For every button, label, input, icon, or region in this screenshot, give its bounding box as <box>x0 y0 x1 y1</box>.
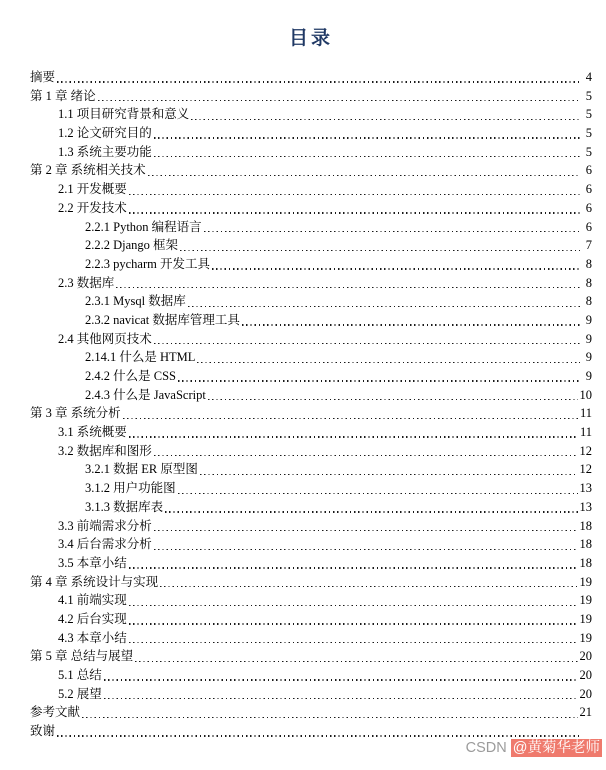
toc-entry-page: 10 <box>579 387 592 402</box>
toc-entry-label: 3.1 系统概要 <box>58 425 127 440</box>
toc-entry-label: 5.2 展望 <box>58 686 102 701</box>
toc-entry[interactable] <box>30 330 592 349</box>
watermark-handle: @黄菊华老师 <box>512 740 600 756</box>
toc-entry-page: 9 <box>585 350 592 365</box>
toc-entry-page: 8 <box>585 294 592 309</box>
toc-dot-leader <box>188 306 580 307</box>
toc-entry-label: 第 1 章 绪论 <box>30 88 96 103</box>
toc-dot-leader <box>178 380 580 381</box>
toc-dot-leader <box>57 81 580 82</box>
toc-entry[interactable] <box>30 666 592 685</box>
toc-entry-page: 9 <box>585 312 592 327</box>
toc-entry-label: 第 3 章 系统分析 <box>30 406 121 421</box>
toc-entry-page: 21 <box>579 705 592 720</box>
toc-entry[interactable] <box>30 460 592 479</box>
toc-entry-page: 11 <box>579 406 592 421</box>
toc-entry[interactable] <box>30 535 592 554</box>
toc-dot-leader <box>197 362 580 363</box>
toc-entry[interactable] <box>30 292 592 311</box>
toc-entry[interactable] <box>30 442 592 461</box>
toc-entry-label: 3.4 后台需求分析 <box>58 537 152 552</box>
toc-entry-page: 4 <box>585 70 592 84</box>
toc-entry-label: 2.1 开发概要 <box>58 182 127 197</box>
toc-dot-leader <box>129 642 578 643</box>
toc-entry-page: 19 <box>579 574 592 589</box>
toc-entry[interactable] <box>30 311 592 330</box>
toc-entry-page: 18 <box>579 537 592 552</box>
toc-entry[interactable] <box>30 199 592 218</box>
toc-list <box>30 68 592 741</box>
toc-entry-page: 13 <box>579 499 592 514</box>
toc-entry-label: 1.3 系统主要功能 <box>58 144 152 159</box>
toc-dot-leader <box>208 399 578 400</box>
toc-entry[interactable] <box>30 591 592 610</box>
toc-dot-leader <box>165 511 577 512</box>
toc-entry[interactable] <box>30 629 592 648</box>
toc-entry-page: 5 <box>585 126 592 141</box>
toc-entry[interactable] <box>30 423 592 442</box>
toc-entry-label: 2.14.1 什么是 HTML <box>85 350 196 365</box>
toc-entry[interactable] <box>30 143 592 162</box>
toc-entry-label: 第 4 章 系统设计与实现 <box>30 574 159 589</box>
watermark-brand: CSDN <box>465 740 511 756</box>
toc-entry-page: 12 <box>579 462 592 477</box>
toc-dot-leader <box>129 567 578 568</box>
toc-entry-label: 2.3.1 Mysql 数据库 <box>85 294 186 309</box>
toc-entry-page: 5 <box>585 144 592 159</box>
toc-entry-label: 5.1 总结 <box>58 668 102 682</box>
toc-entry-label: 4.1 前端实现 <box>58 593 127 608</box>
toc-dot-leader <box>129 605 578 606</box>
toc-entry[interactable] <box>30 685 592 704</box>
toc-dot-leader <box>123 418 578 419</box>
toc-dot-leader <box>160 586 577 587</box>
toc-entry-page: 19 <box>579 630 592 645</box>
toc-dot-leader <box>129 212 580 213</box>
toc-entry-page: 11 <box>579 425 592 440</box>
toc-entry[interactable] <box>30 274 592 293</box>
toc-entry[interactable] <box>30 367 592 386</box>
toc-dot-leader <box>178 493 578 494</box>
toc-entry-label: 第 5 章 总结与展望 <box>30 649 134 664</box>
toc-dot-leader <box>191 119 580 120</box>
toc-entry-label: 3.3 前端需求分析 <box>58 518 152 533</box>
toc-dot-leader <box>180 250 580 251</box>
toc-dot-leader <box>129 194 580 195</box>
toc-dot-leader <box>204 231 580 232</box>
toc-entry-label: 2.2 开发技术 <box>58 200 127 215</box>
toc-dot-leader <box>154 343 580 344</box>
toc-entry[interactable] <box>30 703 592 722</box>
toc-entry-page: 18 <box>579 518 592 533</box>
toc-entry-page: 6 <box>585 182 592 197</box>
toc-dot-leader <box>154 530 578 531</box>
toc-entry-label: 1.1 项目研究背景和意义 <box>58 107 190 122</box>
toc-entry[interactable] <box>30 68 592 87</box>
toc-entry[interactable] <box>30 610 592 629</box>
toc-entry[interactable] <box>30 404 592 423</box>
toc-entry-page: 13 <box>579 481 592 496</box>
toc-dot-leader <box>212 268 580 269</box>
toc-entry-label: 3.2.1 数据 ER 原型图 <box>85 462 198 477</box>
toc-dot-leader <box>154 156 580 157</box>
toc-entry-page: 20 <box>579 686 592 701</box>
toc-entry-page: 9 <box>585 331 592 346</box>
page-title: 目录 <box>288 28 333 49</box>
toc-entry-label: 致谢 <box>30 724 56 739</box>
toc-entry-page: 6 <box>585 219 592 234</box>
toc-dot-leader <box>98 100 580 101</box>
toc-dot-leader <box>200 474 578 475</box>
toc-entry-label: 3.1.2 用户功能图 <box>85 481 176 496</box>
toc-entry-label: 2.3.2 navicat 数据库管理工具 <box>85 312 240 327</box>
toc-entry[interactable] <box>30 255 592 274</box>
toc-dot-leader <box>154 455 578 456</box>
document-page <box>0 26 606 770</box>
toc-dot-leader <box>129 623 578 624</box>
toc-entry[interactable] <box>30 87 592 106</box>
toc-entry-label: 2.4.3 什么是 JavaScript <box>85 387 206 402</box>
toc-entry[interactable] <box>30 554 592 573</box>
toc-entry[interactable] <box>30 161 592 180</box>
toc-entry-label: 4.3 本章小结 <box>58 630 127 645</box>
toc-entry-page: 8 <box>585 256 592 271</box>
toc-entry-label: 3.2 数据库和图形 <box>58 443 152 458</box>
toc-dot-leader <box>129 436 578 437</box>
toc-entry-label: 参考文献 <box>30 705 81 720</box>
toc-entry-label: 1.2 论文研究目的 <box>58 126 152 141</box>
toc-dot-leader <box>148 175 580 176</box>
toc-entry[interactable] <box>30 236 592 255</box>
toc-entry-label: 2.3 数据库 <box>58 275 115 290</box>
csdn-watermark <box>466 736 602 757</box>
toc-entry-page: 19 <box>579 593 592 608</box>
toc-dot-leader <box>104 698 578 699</box>
toc-entry-page: 19 <box>579 611 592 626</box>
toc-entry-page: 12 <box>579 443 592 458</box>
toc-entry-page: 5 <box>585 88 592 103</box>
toc-entry[interactable] <box>30 647 592 666</box>
toc-entry-label: 2.2.2 Django 框架 <box>85 238 179 253</box>
toc-entry[interactable] <box>30 124 592 143</box>
toc-entry[interactable] <box>30 479 592 498</box>
toc-entry-page: 20 <box>579 649 592 664</box>
toc-entry[interactable] <box>30 517 592 536</box>
toc-entry-page: 18 <box>579 555 592 570</box>
toc-dot-leader <box>135 661 577 662</box>
toc-entry-page: 20 <box>579 668 592 682</box>
toc-dot-leader <box>154 137 580 138</box>
toc-entry-label: 2.2.1 Python 编程语言 <box>85 219 202 234</box>
toc-entry-page: 7 <box>585 238 592 253</box>
toc-entry-page: 8 <box>585 275 592 290</box>
toc-dot-leader <box>82 717 577 718</box>
toc-entry-label: 第 2 章 系统相关技术 <box>30 163 146 178</box>
toc-dot-leader <box>242 324 580 325</box>
toc-entry[interactable] <box>30 498 592 517</box>
toc-entry-label: 3.5 本章小结 <box>58 555 127 570</box>
toc-entry-label: 4.2 后台实现 <box>58 611 127 626</box>
toc-dot-leader <box>154 549 578 550</box>
toc-entry-page: 9 <box>585 369 592 383</box>
toc-entry[interactable] <box>30 180 592 199</box>
toc-entry[interactable] <box>30 386 592 405</box>
toc-dot-leader <box>116 287 580 288</box>
toc-entry-page: 6 <box>585 163 592 178</box>
toc-entry-label: 摘要 <box>30 70 56 84</box>
toc-entry-label: 2.4 其他网页技术 <box>58 331 152 346</box>
toc-entry-label: 2.4.2 什么是 CSS <box>85 369 176 383</box>
toc-entry[interactable] <box>30 218 592 237</box>
toc-entry[interactable] <box>30 105 592 124</box>
toc-entry-page: 5 <box>585 107 592 122</box>
toc-entry[interactable] <box>30 573 592 592</box>
toc-dot-leader <box>104 679 578 680</box>
toc-entry-label: 2.2.3 pycharm 开发工具 <box>85 256 210 271</box>
toc-entry-label: 3.1.3 数据库表 <box>85 499 164 514</box>
toc-entry-page: 6 <box>585 200 592 215</box>
toc-entry[interactable] <box>30 348 592 367</box>
